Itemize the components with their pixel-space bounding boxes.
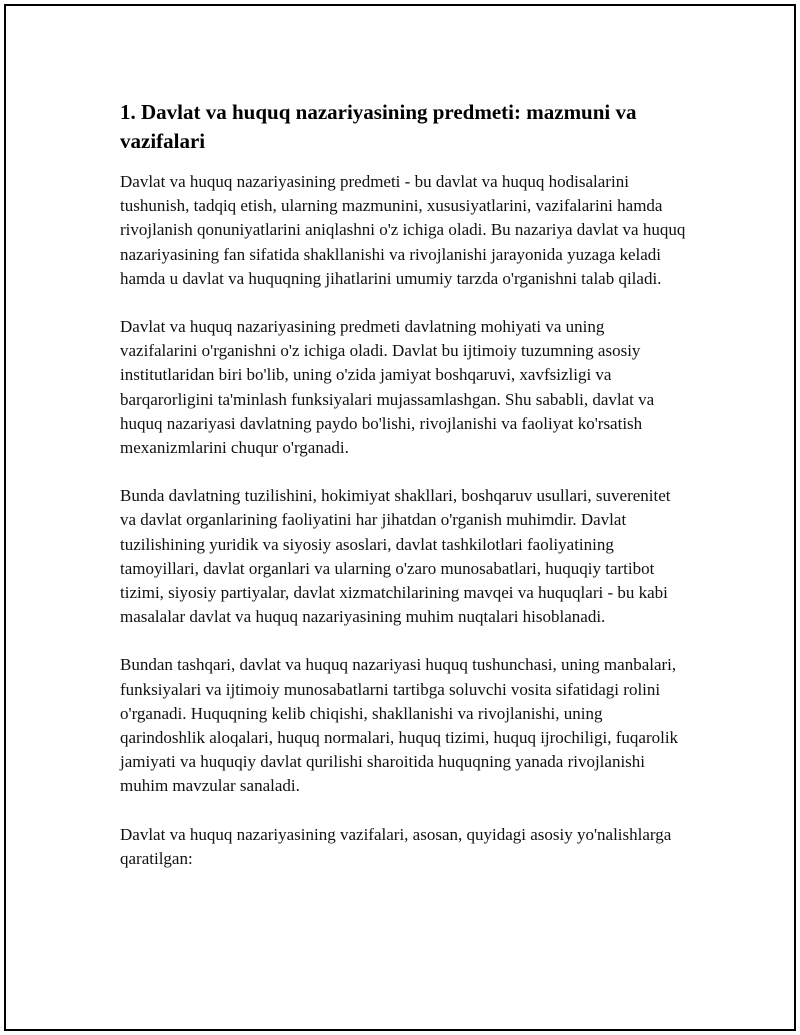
- page-frame: [4, 4, 796, 1031]
- document-body: [120, 98, 686, 895]
- paragraph-3: Bunda davlatning tuzilishini, hokimiyat shakllari, boshqaruv usullari, suverenitet va davlat organlarining faoliyatini har jihatdan o'rganish muhimdir. Davlat tuzilishining yuridik va siyosiy asoslari, davlat tashkilotlari faoliyatining tamoyillari, davlat organlari va ularning o'zaro munosabatlari, huquqiy tartibot tizimi, siyosiy partiyalar, davlat xizmatchilarining mavqei va huquqlari - bu kabi masalalar davlat va huquq nazariyasining muhim nuqtalari hisoblanadi.: [120, 486, 671, 627]
- section-heading: 1. Davlat va huquq nazariyasining predmeti: mazmuni va vazifalari: [120, 100, 637, 153]
- paragraph-5: Davlat va huquq nazariyasining vazifalari, asosan, quyidagi asosiy yo'nalishlarga qaratilgan:: [120, 824, 672, 868]
- paragraph-4: Bundan tashqari, davlat va huquq nazariyasi huquq tushunchasi, uning manbalari, funksiyalari va ijtimoiy munosabatlarni tartibga soluvchi vosita sifatidagi rolini o'rganadi. Huquqning kelib chiqishi, shakllanishi va rivojlanishi, uning qarindoshlik aloqalari, huquq normalari, huquq tizimi, huquq ijrochiligi, fuqarolik jamiyati va huquqiy davlat qurilishi sharoitida huquqning yanada rivojlanishi muhim mavzular sanaladi.: [120, 655, 679, 796]
- paragraph-1: Davlat va huquq nazariyasining predmeti - bu davlat va huquq hodisalarini tushunish, tadqiq etish, ularning mazmunini, xususiyatlarini, vazifalarini hamda rivojlanish qonuniyatlarini aniqlashni o'z ichiga oladi. Bu nazariya davlat va huquq nazariyasining fan sifatida shakllanishi va rivojlanishi jarayonida yuzaga keladi hamda u davlat va huquqning jihatlarini umumiy tarzda o'rganishni talab qiladi.: [120, 172, 686, 288]
- paragraph-2: Davlat va huquq nazariyasining predmeti davlatning mohiyati va uning vazifalarini o'rganishni o'z ichiga oladi. Davlat bu ijtimoiy tuzumning asosiy institutlaridan biri bo'lib, uning o'zida jamiyat boshqaruvi, xavfsizligi va barqarorligini ta'minlash funksiyalari mujassamlashgan. Shu sababli, davlat va huquq nazariyasi davlatning paydo bo'lishi, rivojlanishi va faoliyat ko'rsatish mexanizmlarini chuqur o'rganadi.: [120, 317, 655, 458]
